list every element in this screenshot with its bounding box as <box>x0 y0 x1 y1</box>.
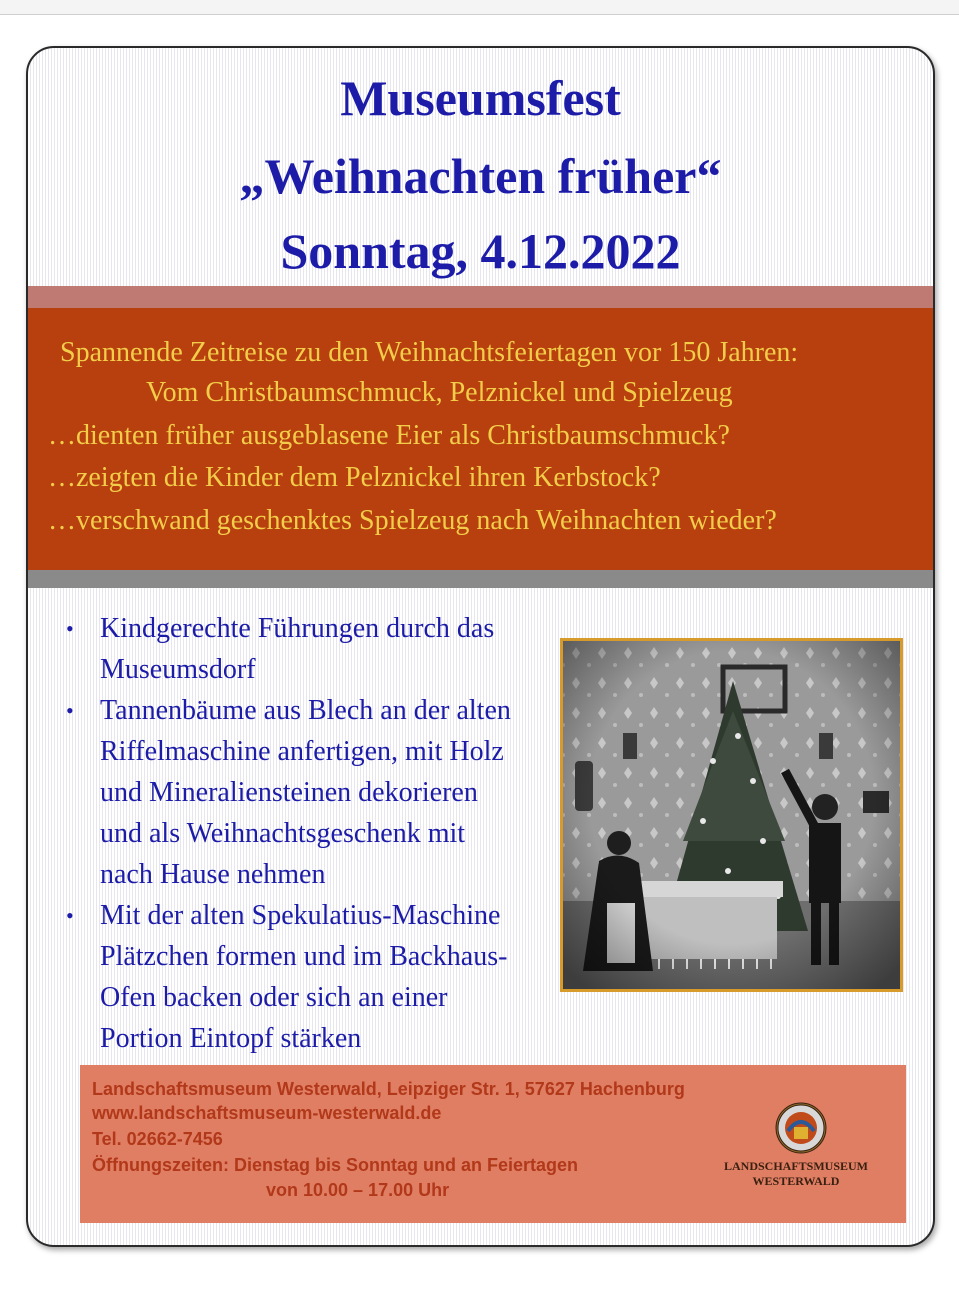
bullet-icon: • <box>66 698 74 723</box>
intro-line: Vom Christbaumschmuck, Pelznickel und Spielzeug <box>146 377 733 408</box>
museum-logo <box>696 1121 896 1221</box>
logo-text-line2: WESTERWALD <box>752 1174 840 1188</box>
footer-hours-time: von 10.00 – 17.00 Uhr <box>266 1180 450 1200</box>
poster-subtitle: „Weihnachten früher“ <box>239 148 722 204</box>
bullet-text: und als Weihnachtsgeschenk mit <box>100 818 466 849</box>
bullet-text: Tannenbäume aus Blech an der alten <box>100 695 511 726</box>
footer-address: Landschaftsmuseum Westerwald, Leipziger Str. 1, 57627 Hachenburg <box>92 1079 685 1099</box>
historic-christmas-photo <box>560 638 903 992</box>
divider-band-bottom <box>28 570 933 588</box>
bullet-text: nach Hause nehmen <box>100 859 326 890</box>
bullet-list <box>58 608 578 1059</box>
bullet-text: Ofen backen oder sich an einer <box>100 982 448 1013</box>
footer-info-box <box>80 1065 906 1223</box>
divider-band-top <box>28 286 933 308</box>
intro-line: …dienten früher ausgeblasene Eier als Christbaumschmuck? <box>48 420 730 451</box>
top-strip <box>0 0 959 15</box>
bullet-icon: • <box>66 616 74 641</box>
intro-line: …zeigten die Kinder dem Pelznickel ihren Kerbstock? <box>48 462 661 493</box>
bullet-text: und Mineraliensteinen dekorieren <box>100 777 478 808</box>
bullet-text: Mit der alten Spekulatius-Maschine <box>100 900 501 931</box>
list-item <box>58 690 578 895</box>
intro-line: Spannende Zeitreise zu den Weihnachtsfeiertagen vor 150 Jahren: <box>60 337 799 368</box>
intro-band <box>28 308 933 570</box>
bullet-text: Portion Eintopf stärken <box>100 1023 362 1054</box>
intro-line: …verschwand geschenktes Spielzeug nach Weihnachten wieder? <box>48 505 777 536</box>
logo-text-line1: LANDSCHAFTSMUSEUM <box>723 1159 868 1173</box>
bullet-icon: • <box>66 903 74 928</box>
list-item <box>58 895 578 1059</box>
christmas-scene-image <box>563 641 900 989</box>
list-item <box>58 608 578 690</box>
footer-website[interactable]: www.landschaftsmuseum-westerwald.de <box>92 1103 442 1123</box>
poster-card <box>26 46 935 1247</box>
poster-title: Museumsfest <box>340 70 621 126</box>
bullet-text: Riffelmaschine anfertigen, mit Holz <box>100 736 504 767</box>
museum-emblem-icon <box>774 1101 828 1155</box>
bullet-text: Museumsdorf <box>100 654 256 685</box>
bullet-text: Kindgerechte Führungen durch das <box>100 613 495 644</box>
bullet-text: Plätzchen formen und im Backhaus- <box>100 941 508 972</box>
footer-hours: Öffnungszeiten: Dienstag bis Sonntag und an Feiertagen <box>92 1155 579 1175</box>
footer-phone: Tel. 02662-7456 <box>92 1129 223 1149</box>
poster-date: Sonntag, 4.12.2022 <box>280 223 681 279</box>
